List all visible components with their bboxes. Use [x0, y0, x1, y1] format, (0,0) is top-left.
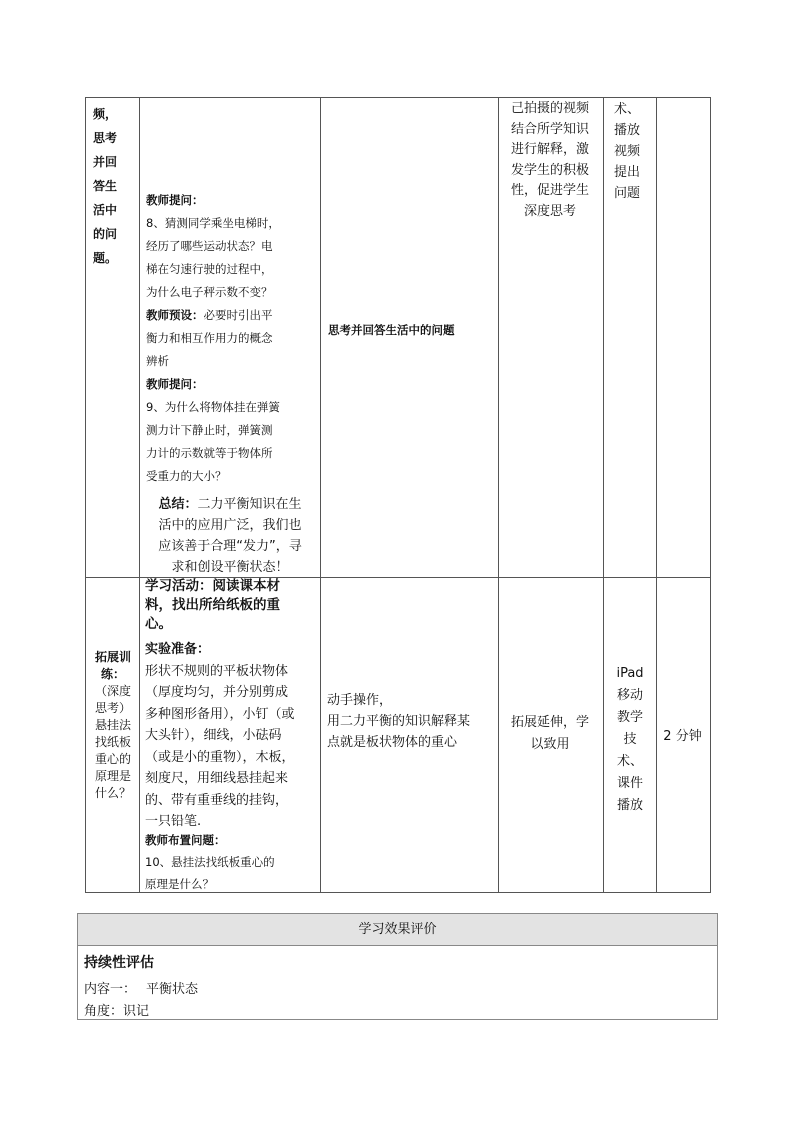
row2-col6-cell: [656, 577, 711, 893]
row2-col1-cell: [85, 577, 140, 893]
extension-intent-text: 拓展延伸，学 以致用: [510, 715, 589, 752]
hands-on-text: 动手操作， 用二力平衡的知识解释某 点就是板状物体的重心: [327, 693, 471, 750]
row1-col1-text: 频， 思考 并回 答生 活中 的问 题。: [93, 107, 118, 265]
row2-col2-cell: [139, 577, 321, 893]
evaluation-header-text: 学习效果评价: [358, 922, 437, 937]
row2-col4-cell: [498, 577, 604, 893]
evaluation-header: [77, 913, 718, 946]
assigned-question-text: 教师布置问题： 10、悬挂法找纸板重心的 原理是什么？: [145, 833, 275, 891]
row1-col4-cell: [498, 97, 604, 578]
row1-col1-cell: [85, 97, 140, 578]
teacher-questions-block: 教师提问： 8、猜测同学乘坐电梯时， 经历了哪些运动状态？电 梯在匀速行驶的过程中， 为什么电子秤示数不变？ 教师预设：必要时引出平 衡力和相互作用力的概念 辨析 教师提问： 9、为什么将物体挂在弹簧 测力计下静止时，弹簧测 力计的示数就等于物体所 受重力的大小？: [146, 193, 280, 483]
row1-col6-cell: [656, 97, 711, 578]
duration-text: 2 分钟: [663, 729, 702, 744]
row1-col2-cell: [139, 97, 321, 578]
row2-col5-cell: [603, 577, 657, 893]
evaluation-body: [77, 945, 718, 1020]
evaluation-angle-line: 角度：识记: [84, 1004, 150, 1019]
extension-training-label: 拓展训 练： （深度 思考） 悬挂法 找纸板 重心的 原理是 什么？: [94, 650, 131, 800]
row1-col5-cell: [603, 97, 657, 578]
row2-col3-cell: [320, 577, 499, 893]
row1-col3-cell: [320, 97, 499, 578]
student-activity-text: 思考并回答生活中的问题: [328, 323, 455, 337]
experiment-prep-text: 实验准备： 形状不规则的平板状物体 （厚度均匀，并分别剪成 多种图形备用），小钉（或 大头针），细线，小砝码 （或是小的重物），木板， 刻度尺，用细线悬挂起来 的、带有重垂线的挂钩， 一只铅笔.: [145, 642, 295, 829]
design-intent-text: 己拍摄的视频 结合所学知识 进行解释，激 发学生的积极 性，促进学生 深度思考: [510, 101, 589, 219]
tech-support-text: 术、 播放 视频 提出 问题: [614, 102, 641, 201]
learning-activity-text: 学习活动：阅读课本材 料，找出所给纸板的重 心。: [145, 578, 280, 632]
evaluation-content-line: 内容一： 平衡状态: [84, 982, 199, 997]
ipad-support-text: iPad 移动 教学 技 术、 课件 播放: [616, 666, 644, 813]
evaluation-subtitle: 持续性评估: [84, 955, 154, 971]
summary-block: 总结：二力平衡知识在生 活中的应用广泛，我们也 应该善于合理“发力”，寻 求和创设平衡状态！: [158, 497, 302, 575]
